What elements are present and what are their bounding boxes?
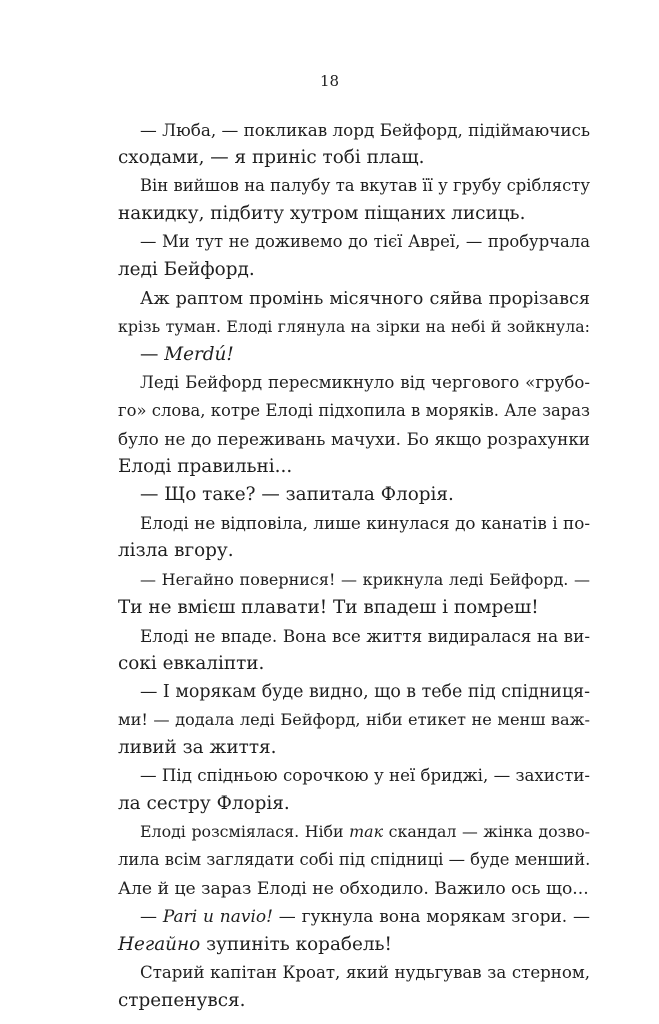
- text-segment: Елоді правильні...: [118, 456, 293, 478]
- text-line: [118, 369, 590, 397]
- text-segment: го» слова, котре Елоді підхопила в моряків. Але зараз: [118, 400, 590, 420]
- italic-text-segment: Негайно: [118, 933, 201, 955]
- text-line: [118, 313, 590, 341]
- text-line: [118, 509, 590, 537]
- text-line: [118, 256, 590, 284]
- text-line: [118, 875, 590, 903]
- text-segment: Леді Бейфорд пересмикнуло від чергового «грубо-: [140, 372, 590, 392]
- text-segment: Він вийшов на палубу та вкутав її у грубу сріблясту: [140, 176, 590, 196]
- text-line: [118, 341, 590, 369]
- text-segment: сходами, — я приніс тобі плащ.: [118, 147, 425, 169]
- text-segment: було не до переживань мачухи. Бо якщо розрахунки: [118, 429, 590, 450]
- text-line: [118, 931, 590, 959]
- text-line: [118, 846, 590, 874]
- text-line: [118, 537, 590, 565]
- text-segment: — І морякам буде видно, що в тебе під спідниця-: [140, 681, 591, 702]
- page-number: 18: [319, 72, 340, 90]
- text-segment: ла сестру Флорія.: [118, 793, 290, 815]
- text-line: [118, 453, 590, 481]
- text-segment: —: [140, 906, 163, 927]
- text-segment: — гукнула вона морякам згори. —: [272, 906, 591, 927]
- text-segment: накидку, підбиту хутром піщаних лисиць.: [118, 203, 526, 225]
- italic-text-segment: Pari u navio!: [162, 906, 273, 927]
- text-segment: скандал — жінка дозво-: [383, 822, 591, 842]
- text-line: [118, 172, 590, 200]
- text-segment: Старий капітан Кроат, який нудьгував за стерном,: [140, 962, 590, 982]
- text-segment: —: [140, 343, 165, 365]
- text-segment: Елоді не впаде. Вона все життя видиралася на ви-: [140, 625, 590, 646]
- text-segment: — Негайно повернися! — крикнула леді Бейфорд. —: [140, 569, 590, 589]
- text-line: [118, 903, 590, 931]
- text-segment: — Ми тут не доживемо до тієї Авреї, — пробурчала: [140, 232, 590, 252]
- text-line: [118, 116, 590, 144]
- text-segment: — Під спідньою сорочкою у неї бриджі, — захисти-: [140, 766, 590, 786]
- text-line: [118, 200, 590, 228]
- text-line: [118, 987, 590, 1015]
- text-segment: ливий за життя.: [118, 737, 277, 759]
- text-line: [118, 622, 590, 650]
- text-segment: леді Бейфорд.: [118, 259, 255, 281]
- text-line: [118, 425, 590, 453]
- text-line: [118, 959, 590, 987]
- text-segment: зупиніть корабель!: [200, 933, 392, 955]
- text-line: [118, 144, 590, 172]
- text-line: [118, 285, 590, 313]
- text-segment: стрепенувся.: [118, 989, 246, 1011]
- text-line: [118, 706, 590, 734]
- text-segment: крізь туман. Елоді глянула на зірки на небі й зойкнула:: [118, 316, 590, 336]
- text-line: [118, 762, 590, 790]
- text-segment: Але й це зараз Елоді не обходило. Важило ось що...: [118, 878, 589, 899]
- text-segment: Аж раптом промінь місячного сяйва прорізався: [140, 288, 590, 309]
- text-line: [118, 397, 590, 425]
- text-line: [118, 481, 590, 509]
- text-line: [118, 594, 590, 622]
- text-segment: Ти не вмієш плавати! Ти впадеш і помреш!: [118, 596, 539, 618]
- text-line: [118, 228, 590, 256]
- text-segment: Елоді розсміялася. Ніби: [140, 822, 350, 842]
- text-segment: ми! — додала леді Бейфорд, ніби етикет не менш важ-: [118, 709, 590, 729]
- text-segment: лила всім заглядати собі під спідниці — буде менший.: [118, 850, 591, 870]
- text-line: [118, 678, 590, 706]
- text-line: [118, 650, 590, 678]
- italic-text-segment: так: [349, 822, 384, 842]
- text-segment: Елоді не відповіла, лише кинулася до канатів і по-: [140, 513, 590, 534]
- italic-text-segment: Merdú!: [164, 343, 234, 365]
- text-line: [118, 818, 590, 846]
- text-line: [118, 790, 590, 818]
- body-text: [118, 116, 590, 1015]
- text-segment: лізла вгору.: [118, 540, 234, 562]
- text-line: [118, 566, 590, 594]
- text-segment: — Що таке? — запитала Флорія.: [140, 484, 454, 506]
- text-segment: — Люба, — покликав лорд Бейфорд, підіймаючись: [140, 120, 591, 140]
- text-segment: сокі евкаліпти.: [118, 652, 265, 674]
- text-line: [118, 734, 590, 762]
